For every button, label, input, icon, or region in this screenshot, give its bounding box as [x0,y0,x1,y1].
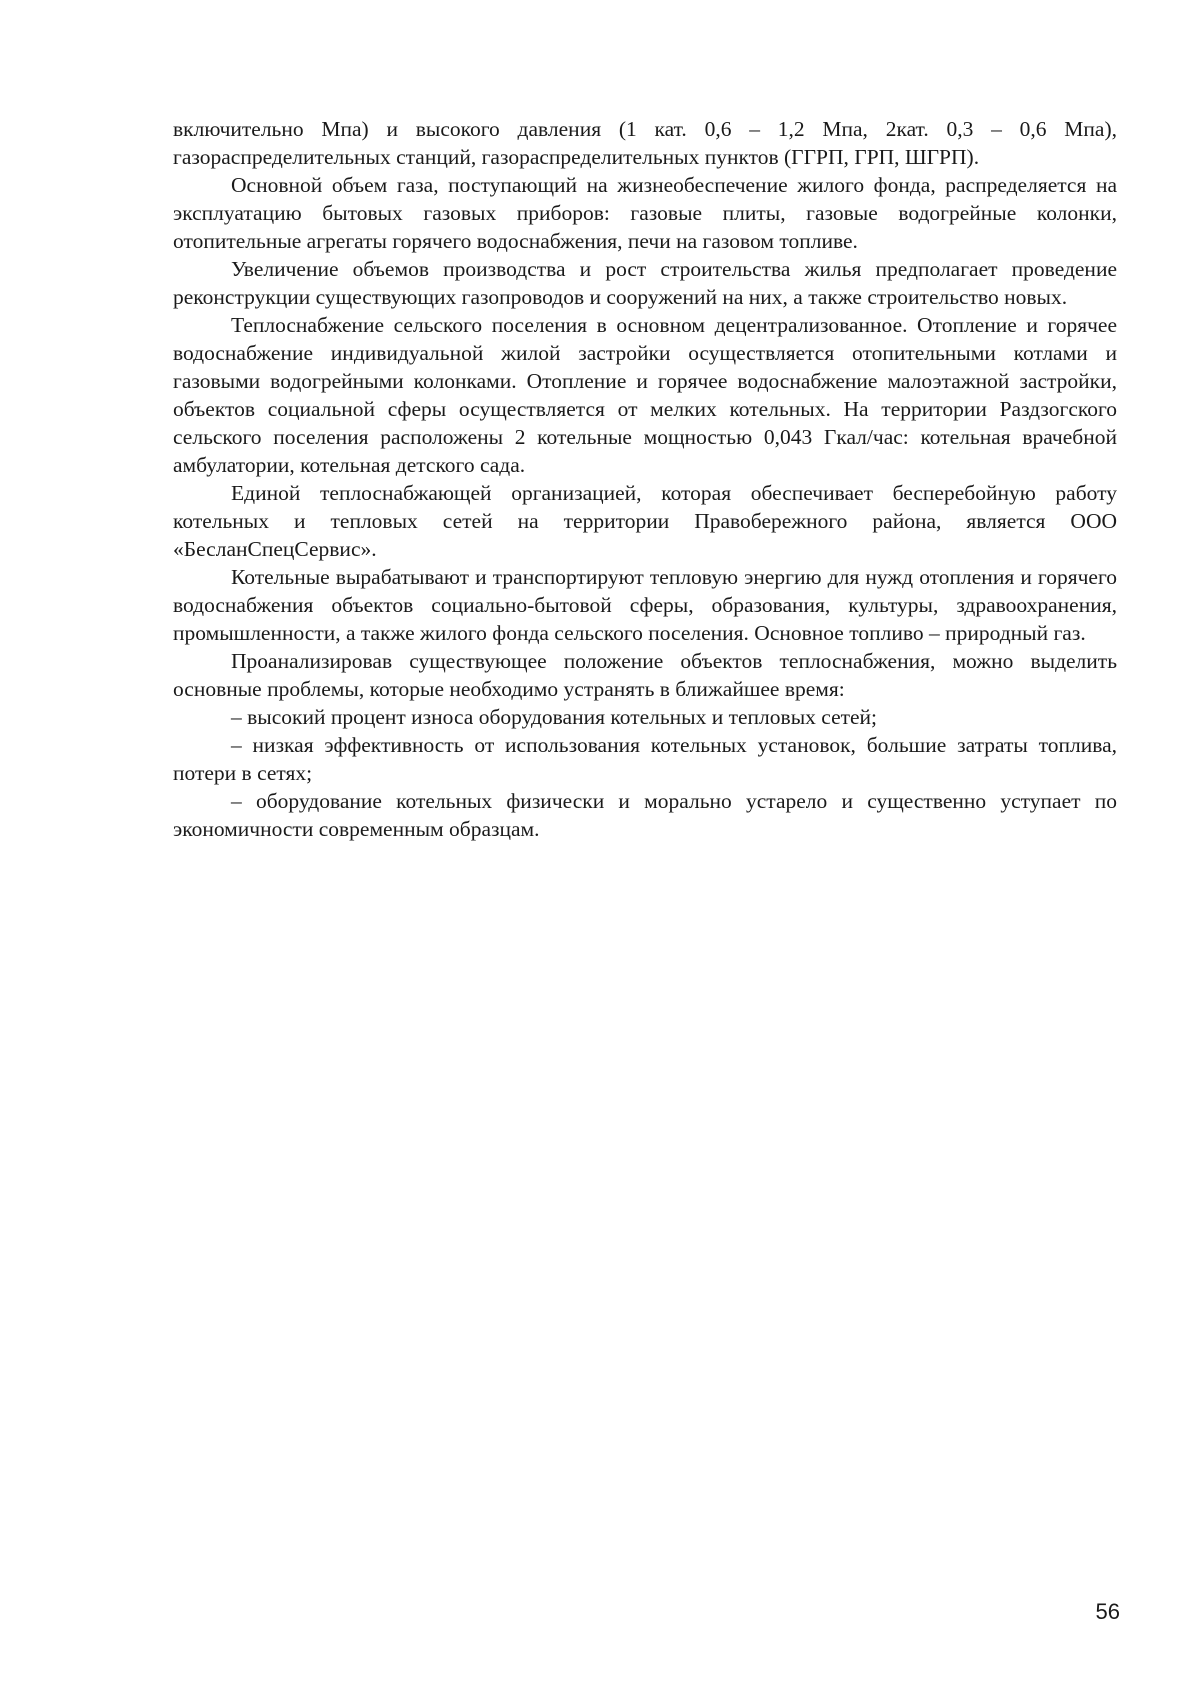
paragraph-production-growth: Увеличение объемов производства и рост строительства жилья предполагает проведение реконструкции существующих газопроводов и сооружений на них, а также строительство новых. [173,257,1117,309]
page-number: 56 [1095,1599,1120,1624]
paragraph-gas-volume: Основной объем газа, поступающий на жизнеобеспечение жилого фонда, распределяется на эксплуатацию бытовых газовых приборов: газовые плиты, газовые водогрейные колонки, отопительные агрегаты горячего водоснабжения, печи на газовом топливе. [173,173,1117,253]
list-item-obsolete-equipment: – оборудование котельных физически и морально устарело и существенно уступает по экономичности современным образцам. [173,789,1117,841]
paragraph-heat-supply: Теплоснабжение сельского поселения в основном децентрализованное. Отопление и горячее водоснабжение индивидуальной жилой застройки осуществляется отопительными котлами и газовыми водогрейными колонками. Отопление и горячее водоснабжение малоэтажной застройки, объектов социальной сферы осуществляется от мелких котельных. На территории Раздзогского сельского поселения расположены 2 котельные мощностью 0,043 Гкал/час: котельная врачебной амбулатории, котельная детского сада. [173,313,1117,477]
list-item-wear: – высокий процент износа оборудования котельных и тепловых сетей; [231,705,878,729]
paragraph-problems-intro: Проанализировав существующее положение объектов теплоснабжения, можно выделить основные проблемы, которые необходимо устранять в ближайшее время: [173,649,1117,701]
body-text [173,115,1117,843]
paragraph-heat-organization: Единой теплоснабжающей организацией, которая обеспечивает бесперебойную работу котельных и тепловых сетей на территории Правобережного района, является ООО «БесланСпецСервис». [173,481,1117,561]
paragraph-boilers-energy: Котельные вырабатывают и транспортируют тепловую энергию для нужд отопления и горячего водоснабжения объектов социально-бытовой сферы, образования, культуры, здравоохранения, промышленности, а также жилого фонда сельского поселения. Основное топливо – природный газ. [173,565,1117,645]
list-item-efficiency: – низкая эффективность от использования котельных установок, большие затраты топлива, потери в сетях; [173,733,1117,785]
paragraph-gas-pressure-continuation: включительно Мпа) и высокого давления (1 кат. 0,6 – 1,2 Мпа, 2кат. 0,3 – 0,6 Мпа), газораспределительных станций, газораспределительных пунктов (ГГРП, ГРП, ШГРП). [173,117,1117,169]
